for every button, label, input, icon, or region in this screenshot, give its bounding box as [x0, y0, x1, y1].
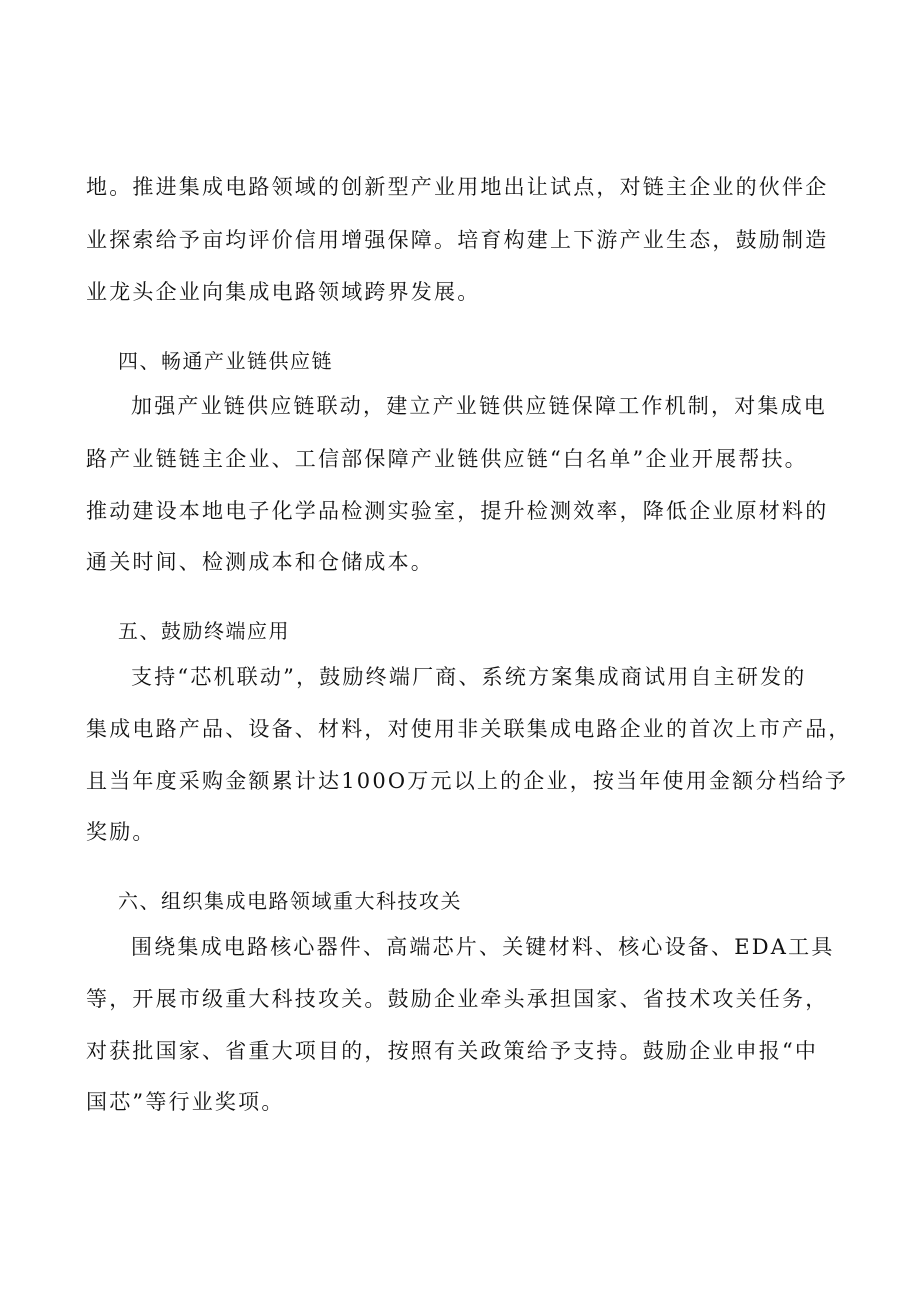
section-heading: 四、畅通产业链供应链 — [118, 349, 333, 373]
paragraph-line: 业龙头企业向集成电路领域跨界发展。 — [86, 280, 481, 304]
paragraph-line: 通关时间、检测成本和仓储成本。 — [86, 550, 434, 574]
paragraph-line: 对获批国家、省重大项目的，按照有关政策给予支持。鼓励企业申报“中 — [86, 1039, 819, 1063]
section-heading: 六、组织集成电路领域重大科技攻关 — [118, 889, 462, 913]
paragraph-line: 奖励。 — [86, 820, 156, 844]
paragraph-line: 且当年度采购金额累计达100O万元以上的企业，按当年使用金额分档给予 — [86, 769, 849, 793]
paragraph-line: 地。推进集成电路领域的创新型产业用地出让试点，对链主企业的伙伴企 — [86, 175, 829, 199]
paragraph-line: 支持“芯机联动”，鼓励终端厂商、系统方案集成商试用自主研发的 — [131, 665, 807, 689]
paragraph-line: 业探索给予亩均评价信用增强保障。培育构建上下游产业生态，鼓励制造 — [86, 228, 829, 252]
paragraph-line: 集成电路产品、设备、材料，对使用非关联集成电路企业的首次上市产品， — [86, 717, 852, 741]
paragraph-line: 推动建设本地电子化学品检测实验室，提升检测效率，降低企业原材料的 — [86, 499, 829, 523]
paragraph-line: 等，开展市级重大科技攻关。鼓励企业牵头承担国家、省技术攻关任务， — [86, 987, 829, 1011]
paragraph-line: 国芯”等行业奖项。 — [86, 1090, 285, 1114]
paragraph-line: 加强产业链供应链联动，建立产业链供应链保障工作机制，对集成电 — [131, 394, 827, 418]
paragraph-line: 路产业链链主企业、工信部保障产业链供应链“白名单”企业开展帮扶。 — [86, 447, 808, 471]
paragraph-line: 围绕集成电路核心器件、高端芯片、关键材料、核心设备、EDA工具 — [131, 935, 835, 959]
section-heading: 五、鼓励终端应用 — [118, 619, 290, 643]
